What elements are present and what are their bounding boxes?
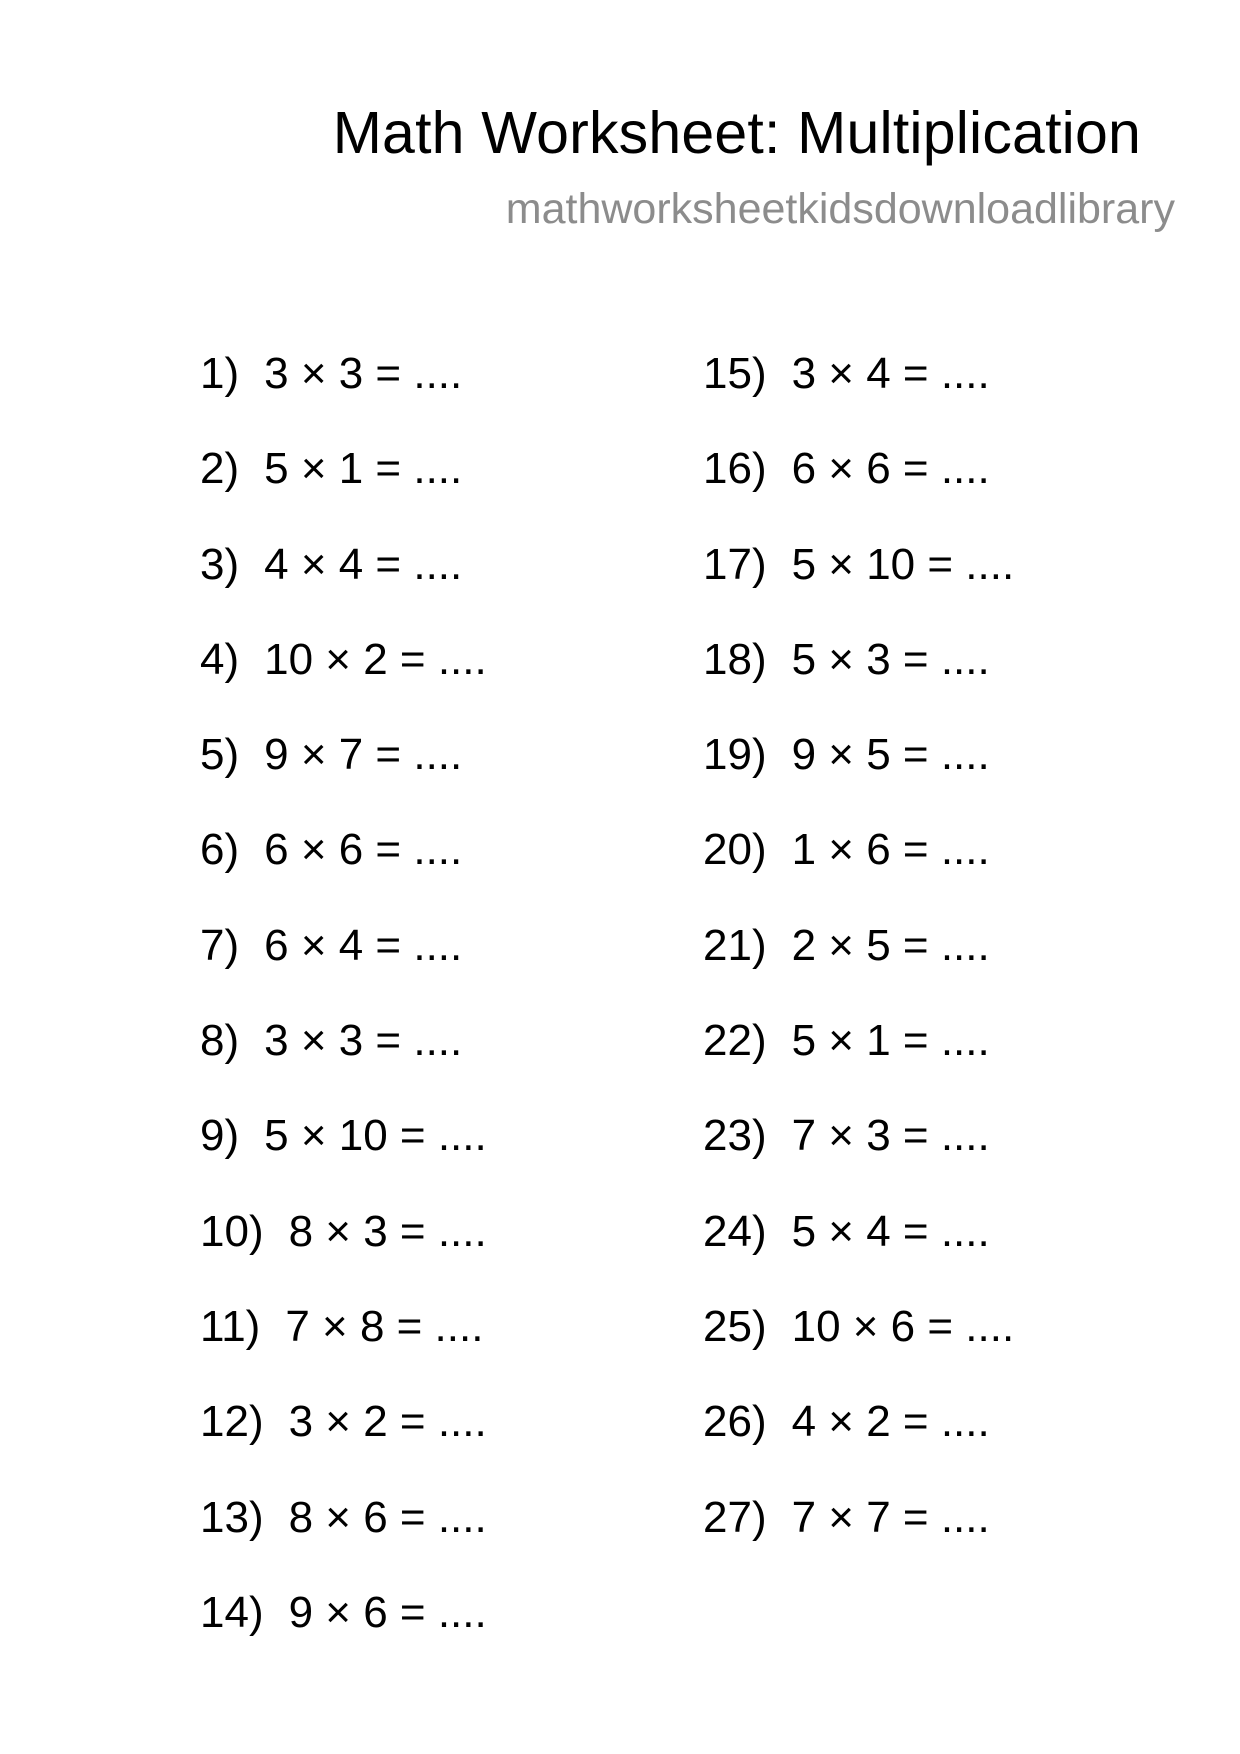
problem-number: 3) xyxy=(200,539,240,589)
problem-expression: 5 × 3 = .... xyxy=(791,634,990,684)
problem-expression: 9 × 5 = .... xyxy=(791,730,990,780)
problem-item xyxy=(200,634,487,729)
problem-number: 5) xyxy=(200,730,240,780)
problem-item xyxy=(703,1396,1014,1491)
problem-item xyxy=(200,1301,487,1396)
problem-item xyxy=(703,634,1014,729)
problem-expression: 9 × 6 = .... xyxy=(288,1587,487,1637)
page-subtitle: mathworksheetkidsdownloadlibrary xyxy=(505,185,1175,233)
problem-number: 22) xyxy=(703,1016,767,1066)
problem-item xyxy=(200,1110,487,1205)
problem-item xyxy=(703,443,1014,538)
problem-number: 18) xyxy=(703,634,767,684)
problem-number: 4) xyxy=(200,634,240,684)
problem-number: 27) xyxy=(703,1492,767,1542)
problem-number: 15) xyxy=(703,349,767,398)
problem-number: 1) xyxy=(200,349,240,398)
problem-column-left xyxy=(200,348,487,1682)
problem-expression: 4 × 4 = .... xyxy=(264,539,463,589)
problem-item xyxy=(200,1206,487,1301)
problem-item xyxy=(703,1206,1014,1301)
problem-expression: 1 × 6 = .... xyxy=(791,825,990,875)
problem-item xyxy=(200,443,487,538)
problem-number: 14) xyxy=(200,1587,264,1637)
problem-item xyxy=(703,1110,1014,1205)
problem-item xyxy=(703,729,1014,824)
problem-number: 11) xyxy=(200,1301,261,1351)
problem-number: 8) xyxy=(200,1016,240,1066)
problem-expression: 7 × 3 = .... xyxy=(791,1111,990,1161)
problem-number: 24) xyxy=(703,1206,767,1256)
problem-expression: 10 × 2 = .... xyxy=(264,634,487,684)
problem-item xyxy=(200,539,487,634)
problem-expression: 7 × 8 = .... xyxy=(285,1301,484,1351)
problem-number: 9) xyxy=(200,1111,240,1161)
problem-number: 10) xyxy=(200,1206,264,1256)
problem-item xyxy=(703,1301,1014,1396)
problem-item xyxy=(703,824,1014,919)
problem-expression: 10 × 6 = .... xyxy=(791,1301,1015,1351)
problem-number: 19) xyxy=(703,730,767,780)
problem-expression: 8 × 3 = .... xyxy=(288,1206,487,1256)
problem-expression: 3 × 3 = .... xyxy=(264,1016,463,1066)
problem-item xyxy=(200,1396,487,1491)
problem-expression: 8 × 6 = .... xyxy=(288,1492,487,1542)
problem-number: 2) xyxy=(200,444,240,494)
problem-item xyxy=(200,1587,487,1682)
problem-number: 21) xyxy=(703,920,767,970)
problem-item xyxy=(200,824,487,919)
problem-item xyxy=(200,1015,487,1110)
problem-number: 20) xyxy=(703,825,767,875)
problem-expression: 3 × 4 = .... xyxy=(791,349,990,398)
problem-item xyxy=(703,539,1014,634)
problem-expression: 6 × 6 = .... xyxy=(791,444,990,494)
page-title: Math Worksheet: Multiplication xyxy=(332,100,1141,166)
problem-expression: 5 × 10 = .... xyxy=(791,539,1015,589)
problem-number: 16) xyxy=(703,444,767,494)
problem-item xyxy=(703,348,1014,443)
problem-item xyxy=(703,920,1014,1015)
problem-expression: 5 × 1 = .... xyxy=(791,1016,990,1066)
problem-number: 7) xyxy=(200,920,240,970)
problem-expression: 4 × 2 = .... xyxy=(791,1397,990,1447)
problem-item xyxy=(703,1492,1014,1587)
problem-number: 25) xyxy=(703,1301,767,1351)
problem-item xyxy=(703,1015,1014,1110)
problem-number: 23) xyxy=(703,1111,767,1161)
problem-expression: 3 × 3 = .... xyxy=(264,349,463,398)
problem-expression: 3 × 2 = .... xyxy=(288,1397,487,1447)
problem-expression: 6 × 4 = .... xyxy=(264,920,463,970)
problem-expression: 2 × 5 = .... xyxy=(791,920,990,970)
problem-number: 12) xyxy=(200,1397,264,1447)
problem-number: 13) xyxy=(200,1492,264,1542)
problem-item xyxy=(200,729,487,824)
problem-expression: 9 × 7 = .... xyxy=(264,730,463,780)
problem-item xyxy=(200,920,487,1015)
problem-expression: 5 × 1 = .... xyxy=(264,444,463,494)
problem-number: 6) xyxy=(200,825,240,875)
problem-expression: 6 × 6 = .... xyxy=(264,825,463,875)
problem-item xyxy=(200,1492,487,1587)
problem-expression: 5 × 4 = .... xyxy=(791,1206,990,1256)
problem-expression: 7 × 7 = .... xyxy=(791,1492,990,1542)
problem-column-right xyxy=(703,348,1014,1587)
problem-expression: 5 × 10 = .... xyxy=(264,1111,487,1161)
problem-number: 26) xyxy=(703,1397,767,1447)
problem-number: 17) xyxy=(703,539,767,589)
problem-item xyxy=(200,348,487,443)
